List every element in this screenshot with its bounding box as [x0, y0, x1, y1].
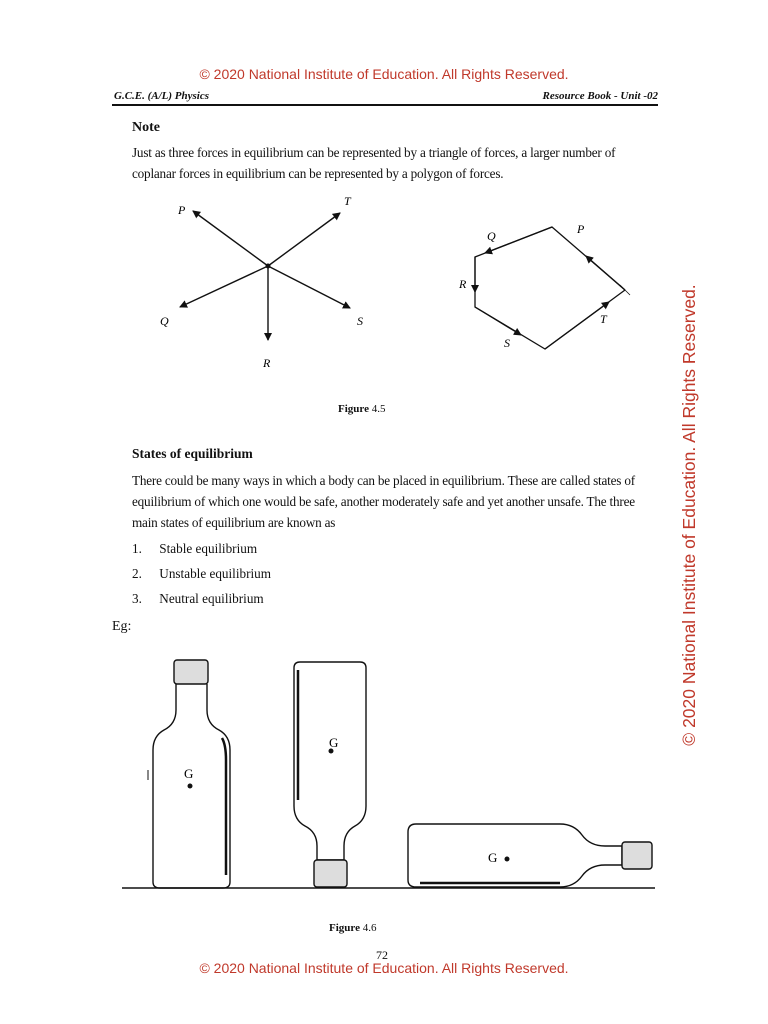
polygon-label-p: P: [577, 222, 585, 236]
list-item-number: 2.: [132, 566, 142, 581]
page-number: 72: [376, 948, 388, 962]
figure-4-6-caption-num: 4.6: [362, 922, 377, 934]
polygon-arrow-p: [586, 256, 625, 290]
polygon-arrow-s: [475, 307, 521, 335]
list-item-label: Stable equilibrium: [159, 541, 258, 556]
list-item: [132, 591, 271, 616]
force-polygon: [475, 227, 630, 349]
states-list: [132, 541, 271, 616]
list-item: [132, 541, 271, 566]
figure-4-5-caption: [338, 403, 385, 415]
force-arrow-s: [268, 266, 350, 308]
polygon-label-q: Q: [487, 229, 496, 243]
polygon-label-t: T: [600, 312, 607, 326]
copyright-top: © 2020 National Institute of Education. All Rights Reserved.: [199, 66, 569, 82]
polygon-label-r: R: [459, 277, 467, 291]
note-heading: Note: [132, 120, 160, 135]
force-star: [160, 194, 363, 370]
states-heading: States of equilibrium: [132, 446, 253, 461]
label-r: R: [263, 356, 271, 370]
label-q: Q: [160, 314, 169, 328]
note-paragraph: Just as three forces in equilibrium can be represented by a triangle of forces, a larger number of coplanar forces in equilibrium can be represented by a polygon of forces.: [132, 145, 616, 181]
cork-icon: [622, 842, 652, 869]
g-label-lying: G: [488, 850, 498, 865]
list-item: [132, 566, 271, 591]
bottle-lying: [408, 824, 652, 887]
copyright-bottom: © 2020 National Institute of Education. All Rights Reserved.: [199, 960, 569, 976]
cork-icon: [314, 860, 347, 887]
header-rule: [112, 104, 658, 106]
force-arrow-q: [180, 266, 268, 307]
states-paragraph: There could be many ways in which a body can be placed in equilibrium. These are called states of equilibrium of which one would be safe, another moderately safe and yet another unsafe. The three main states of equilibrium are known as: [132, 473, 635, 530]
header-subject: G.C.E. (A/L) Physics: [114, 90, 210, 102]
label-s: S: [357, 314, 363, 328]
figure-4-5-caption-bold: Figure: [338, 403, 369, 415]
figure-4-5-caption-num: 4.5: [371, 403, 386, 415]
figure-4-6-caption-bold: Figure: [329, 922, 360, 934]
list-item-label: Unstable equilibrium: [159, 566, 272, 581]
figure-4-5-diagram: [0, 190, 768, 410]
list-item-number: 1.: [132, 541, 142, 556]
g-label-upright: G: [184, 766, 194, 781]
polygon-label-s: S: [504, 336, 510, 350]
force-arrow-t: [268, 213, 340, 266]
label-t: T: [344, 194, 351, 208]
cork-icon: [174, 660, 208, 684]
figure-4-6-caption: [329, 922, 376, 934]
force-arrow-p: [193, 211, 268, 266]
list-item-number: 3.: [132, 591, 142, 606]
figure-4-6-diagram: [0, 650, 768, 910]
example-label: Eg:: [112, 619, 132, 634]
copyright-side: © 2020 National Institute of Education. All Rights Reserved.: [679, 284, 699, 746]
header-book: Resource Book - Unit -02: [542, 90, 658, 102]
label-p: P: [178, 203, 186, 217]
list-item-label: Neutral equilibrium: [159, 591, 264, 606]
bottle-inverted: [294, 662, 366, 887]
g-label-inverted: G: [329, 735, 339, 750]
